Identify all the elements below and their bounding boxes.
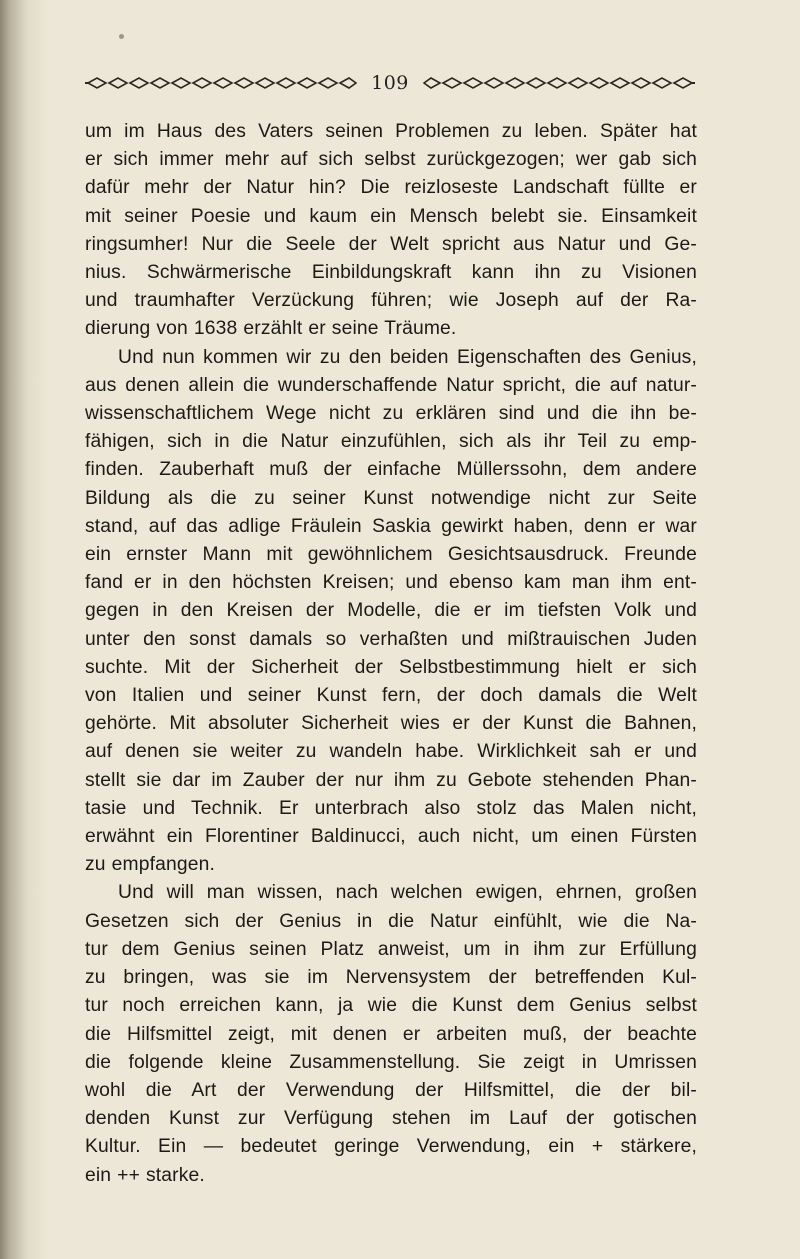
text-line: mit seiner Poesie und kaum ein Mensch belebt sie. Einsamkeit	[85, 205, 697, 227]
text-line: dafür mehr der Natur hin? Die reizloseste Landschaft füllte er	[85, 177, 697, 199]
text-line: unter den sonst damals so verhaßten und mißtrauischen Juden	[85, 628, 697, 650]
text-line: denden Kunst zur Verfügung stehen im Lauf der gotischen	[85, 1108, 697, 1130]
text-line: wissenschaftlichem Wege nicht zu erklären sind und die ihn be-	[85, 403, 697, 425]
text-line: erwähnt ein Florentiner Baldinucci, auch nicht, um einen Fürsten	[85, 826, 697, 848]
text-line: auf denen sie weiter zu wandeln habe. Wirklichkeit sah er und	[85, 741, 697, 763]
text-line: tur dem Genius seinen Platz anweist, um in ihm zur Erfüllung	[85, 938, 697, 960]
text-line: nius. Schwärmerische Einbildungskraft kann ihn zu Visionen	[85, 262, 697, 284]
text-line: um im Haus des Vaters seinen Problemen zu leben. Später hat	[85, 121, 697, 142]
text-line: Und will man wissen, nach welchen ewigen, ehrnen, großen	[118, 882, 697, 904]
ink-speck	[119, 34, 124, 39]
diamond-chain-icon	[423, 76, 695, 90]
text-line: ein ernster Mann mit gewöhnlichem Gesichtsausdruck. Freunde	[85, 544, 697, 566]
text-line: wohl die Art der Verwendung der Hilfsmittel, die der bil-	[85, 1079, 697, 1101]
text-line: stellt sie dar im Zauber der nur ihm zu Gebote stehenden Phan-	[85, 769, 697, 791]
text-line: finden. Zauberhaft muß der einfache Müllerssohn, dem andere	[85, 459, 697, 481]
text-line: und traumhafter Verzückung führen; wie Joseph auf der Ra-	[85, 290, 697, 312]
text-line: zu empfangen.	[85, 854, 216, 876]
text-line: aus denen allein die wunderschaffende Natur spricht, die auf natur-	[85, 374, 697, 396]
text-line: ringsumher! Nur die Seele der Welt spricht aus Natur und Ge-	[85, 233, 697, 255]
text-line: tur noch erreichen kann, ja wie die Kunst dem Genius selbst	[85, 995, 697, 1017]
text-line: die Hilfsmittel zeigt, mit denen er arbeiten muß, der beachte	[85, 1023, 697, 1045]
text-line: zu bringen, was sie im Nervensystem der betreffenden Kul-	[85, 967, 697, 989]
text-line: von Italien und seiner Kunst fern, der doch damals die Welt	[85, 685, 697, 707]
text-line: fand er in den höchsten Kreisen; und ebenso kam man ihm ent-	[85, 572, 697, 594]
text-line: die folgende kleine Zusammenstellung. Sie zeigt in Umrissen	[85, 1051, 697, 1073]
text-line: gehörte. Mit absoluter Sicherheit wies er der Kunst die Bahnen,	[85, 713, 697, 735]
page-header	[85, 70, 695, 96]
body-text	[85, 118, 697, 1190]
left-ornament-border	[85, 76, 357, 90]
text-line: Und nun kommen wir zu den beiden Eigenschaften des Genius,	[118, 346, 697, 368]
right-ornament-border	[423, 76, 695, 90]
text-line: er sich immer mehr auf sich selbst zurückgezogen; wer gab sich	[85, 149, 697, 171]
text-line: dierung von 1638 erzählt er seine Träume.	[85, 318, 457, 340]
text-line: tasie und Technik. Er unterbrach also stolz das Malen nicht,	[85, 797, 697, 819]
text-line: Gesetzen sich der Genius in die Natur einfühlt, wie die Na-	[85, 910, 697, 932]
text-line: ein ++ starke.	[85, 1164, 205, 1186]
text-line: suchte. Mit der Sicherheit der Selbstbestimmung hielt er sich	[85, 656, 697, 678]
page-number: 109	[371, 72, 409, 94]
diamond-chain-icon	[85, 76, 357, 90]
text-line: gegen in den Kreisen der Modelle, die er im tiefsten Volk und	[85, 600, 697, 622]
text-line: stand, auf das adlige Fräulein Saskia gewirkt haben, denn er war	[85, 515, 697, 537]
text-line: Bildung als die zu seiner Kunst notwendige nicht zur Seite	[85, 487, 697, 509]
text-line: Kultur. Ein — bedeutet geringe Verwendung, ein + stärkere,	[85, 1136, 697, 1158]
text-line: fähigen, sich in die Natur einzufühlen, sich als ihr Teil zu emp-	[85, 431, 697, 453]
